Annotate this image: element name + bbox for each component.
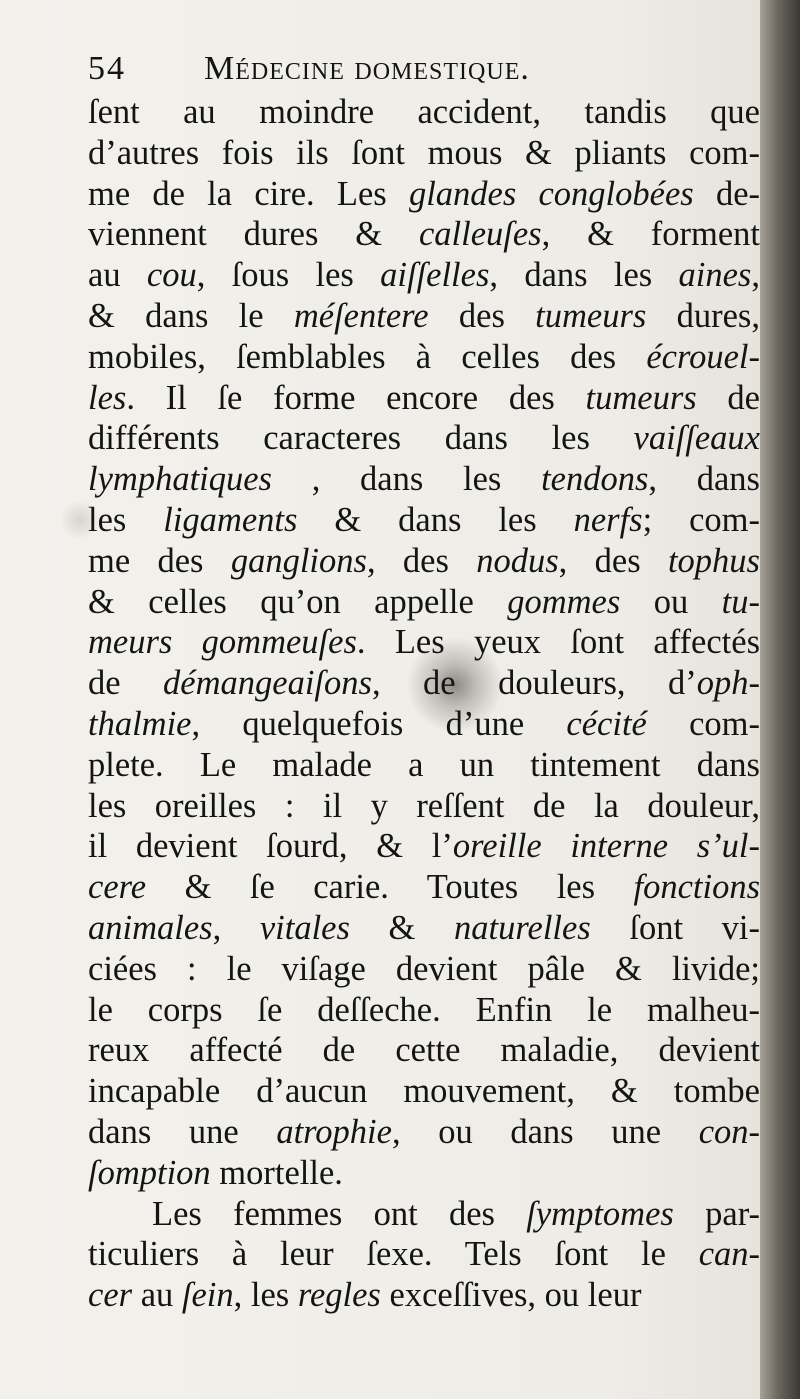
italic-term: glandes conglobées (408, 174, 694, 213)
text-segment: & dans le (88, 296, 294, 335)
italic-term: aines (678, 256, 752, 295)
text-line (88, 1153, 760, 1194)
italic-term: les (88, 378, 127, 417)
italic-term: nodus (476, 541, 559, 580)
italic-term: tumeurs (585, 378, 697, 417)
page-number: 54 (88, 50, 126, 87)
italic-term: ſein (181, 1276, 234, 1315)
italic-term: méſentere (293, 296, 429, 335)
text-segment: , dans les (489, 256, 679, 295)
italic-term: cer (88, 1276, 133, 1315)
italic-term: calleuſes (418, 215, 542, 254)
text-line (88, 826, 760, 867)
text-segment: exceſſives, ou leur (380, 1276, 642, 1315)
text-line (88, 1194, 760, 1235)
text-line (88, 500, 760, 541)
italic-term: con- (698, 1112, 760, 1151)
text-segment: me de la cire. Les (88, 174, 409, 213)
italic-term: cécité (566, 704, 647, 743)
text-segment: , ſous les (196, 256, 381, 295)
text-segment: Les femmes ont des (152, 1194, 527, 1233)
text-line (88, 133, 760, 174)
text-segment: ſent au moindre accident, tandis que (88, 93, 760, 131)
text-segment: par- (673, 1194, 760, 1233)
italic-term: meurs gommeuſes (88, 623, 357, 662)
text-segment: , quelquefois d’une (191, 704, 567, 743)
text-segment: , dans (648, 460, 760, 499)
text-segment: plete. Le malade a un tintement dans (88, 745, 760, 784)
text-segment: me des (88, 541, 231, 580)
paragraph (88, 1194, 760, 1316)
text-segment: . Les yeux ſont affectés (356, 623, 760, 662)
text-segment: le corps ſe deſſeche. Enfin le malheu- (88, 990, 760, 1029)
text-segment: , & forment (541, 215, 760, 254)
body-text (88, 92, 760, 1316)
italic-term: regles (297, 1276, 381, 1315)
text-line (88, 1275, 760, 1316)
text-line (88, 296, 760, 337)
text-line (88, 949, 760, 990)
italic-term: cou (146, 256, 197, 295)
text-line (88, 459, 760, 500)
text-segment: , (212, 908, 260, 947)
italic-term: oreille interne s’ul- (452, 827, 760, 866)
italic-term: gommes (507, 582, 621, 621)
italic-term: aiſſelles (380, 256, 490, 295)
text-segment: ticuliers à leur ſexe. Tels ſont le (88, 1235, 699, 1274)
italic-term: cere (88, 868, 147, 907)
italic-term: fonctions (633, 868, 760, 907)
text-line (88, 867, 760, 908)
text-segment: & (349, 908, 455, 947)
italic-term: ſomption (88, 1153, 211, 1192)
italic-term: tophus (667, 541, 760, 580)
text-segment: mobiles, ſemblables à celles des (88, 337, 647, 376)
text-line (88, 1030, 760, 1071)
italic-term: tendons (541, 460, 649, 499)
italic-term: vaiſſeaux (633, 419, 760, 458)
text-line (88, 663, 760, 704)
text-line (88, 908, 760, 949)
text-segment: ſont vi- (590, 908, 760, 947)
italic-term: ſymptomes (526, 1194, 674, 1233)
italic-term: tumeurs (535, 296, 647, 335)
text-segment: , les (233, 1276, 298, 1315)
text-line (88, 1112, 760, 1153)
italic-term: naturelles (454, 908, 591, 947)
text-line (88, 92, 760, 133)
text-segment: incapable d’aucun mouvement, & tombe (88, 1072, 760, 1111)
italic-term: ligaments (163, 500, 298, 539)
text-line (88, 1071, 760, 1112)
italic-term: ganglions (230, 541, 367, 580)
text-segment: au (88, 256, 147, 295)
text-segment: dans une (88, 1112, 277, 1151)
text-segment: , de douleurs, d’ (371, 664, 697, 703)
italic-term: écrouel- (646, 337, 760, 376)
text-segment: au (132, 1276, 182, 1315)
text-line (88, 582, 760, 623)
text-line (88, 541, 760, 582)
text-segment: , ou dans une (391, 1112, 699, 1151)
text-segment: il devient ſourd, & l’ (88, 827, 453, 866)
text-line (88, 704, 760, 745)
text-segment: viennent dures & (88, 215, 419, 254)
paragraph (88, 92, 760, 1194)
text-line (88, 418, 760, 459)
text-segment: de (696, 378, 760, 417)
text-segment: de (88, 664, 164, 703)
text-segment: ou (620, 582, 722, 621)
text-segment: ; com- (642, 500, 760, 539)
text-segment: ciées : le viſage devient pâle & livide; (88, 949, 760, 988)
italic-term: nerfs (573, 500, 643, 539)
text-segment: différents caracteres dans les (88, 419, 634, 458)
text-line (88, 622, 760, 663)
italic-term: tu- (721, 582, 760, 621)
text-line (88, 214, 760, 255)
text-line (88, 1234, 760, 1275)
text-segment: dures, (646, 296, 760, 335)
italic-term: démangeaiſons (163, 664, 372, 703)
text-line (88, 255, 760, 296)
text-segment: de- (693, 174, 760, 213)
text-line (88, 174, 760, 215)
text-segment: des (428, 296, 536, 335)
text-line (88, 378, 760, 419)
italic-term: vitales (259, 908, 350, 947)
italic-term: animales (88, 908, 213, 947)
text-segment: reux affecté de cette maladie, devient (88, 1031, 760, 1070)
text-segment: , des (366, 541, 477, 580)
italic-term: oph- (696, 664, 760, 703)
text-segment: & dans les (297, 500, 574, 539)
text-segment: com- (646, 704, 760, 743)
text-line (88, 786, 760, 827)
text-segment: , (751, 256, 760, 295)
text-segment: les oreilles : il y reſſent de la douleur, (88, 786, 760, 825)
text-line (88, 745, 760, 786)
text-segment: mortelle. (210, 1153, 343, 1192)
text-segment: , des (558, 541, 668, 580)
italic-term: atrophie (276, 1112, 392, 1151)
text-segment: les (88, 500, 164, 539)
text-segment: d’autres fois ils ſont mous & pliants com- (88, 133, 760, 172)
text-line (88, 990, 760, 1031)
italic-term: lymphatiques (88, 460, 272, 499)
running-title: Médecine domestique. (204, 50, 530, 87)
text-segment: & ſe carie. Toutes les (146, 868, 634, 907)
italic-term: thalmie (88, 704, 192, 743)
italic-term: can- (698, 1235, 760, 1274)
text-segment: , dans les (271, 460, 542, 499)
text-segment: . Il ſe forme encore des (126, 378, 586, 417)
running-header (88, 42, 648, 96)
text-line (88, 337, 760, 378)
book-gutter-shadow (760, 0, 800, 1399)
text-segment: & celles qu’on appelle (88, 582, 508, 621)
